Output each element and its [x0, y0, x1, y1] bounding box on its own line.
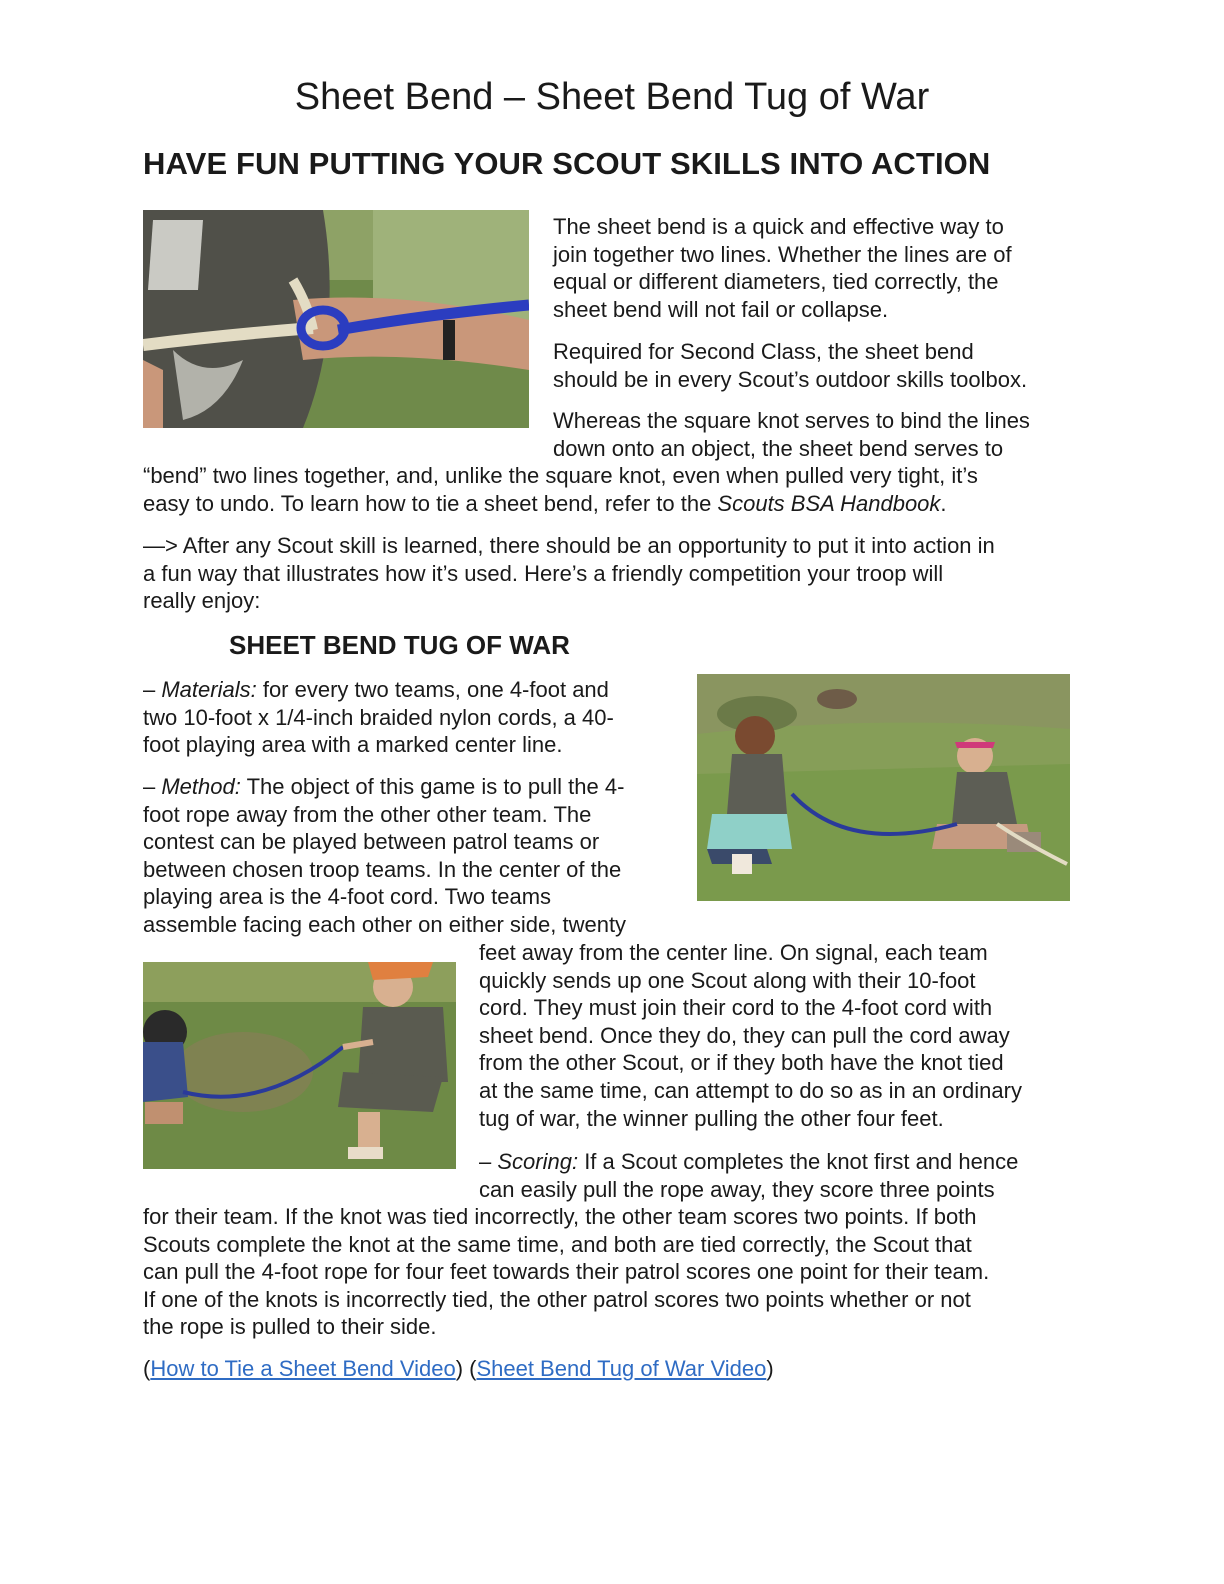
- scoring-paragraph: – Scoring: If a Scout completes the knot first and hence can easily pull the rope away, they score three points: [479, 1149, 1019, 1202]
- scout-pulling-photo: [143, 962, 456, 1169]
- video-links: (How to Tie a Sheet Bend Video) (Sheet Bend Tug of War Video): [143, 1356, 774, 1381]
- page-title: Sheet Bend – Sheet Bend Tug of War: [294, 76, 930, 118]
- scoring-paragraph-continued: for their team. If the knot was tied incorrectly, the other team scores two points. If both Scouts complete the knot at the same time, and both are tied correctly, the Scout that can pull the 4-foot rope for four feet towards their patrol scores one point for their team. If one of the knots is incorrectly tied, the other patrol scores two points whether or not the rope is pulled to their side.: [143, 1204, 990, 1340]
- materials-label: Materials:: [161, 677, 257, 702]
- banner-heading: HAVE FUN PUTTING YOUR SCOUT SKILLS INTO ACTION: [143, 146, 991, 181]
- action-paragraph: —> After any Scout skill is learned, there should be an opportunity to put it into action in a fun way that illustrates how it’s used. Here’s a friendly competition your troop will really enjoy:: [143, 533, 995, 614]
- method-label: Method:: [161, 774, 241, 799]
- intro-paragraph-1: The sheet bend is a quick and effective way to join together two lines. Whether the lines are of equal or different diameters, tied correctly, the sheet bend will not fail or collapse.: [553, 214, 1012, 322]
- scouts-tying-photo: [697, 674, 1070, 901]
- handbook-title: Scouts BSA Handbook: [717, 490, 941, 516]
- materials-paragraph: – Materials: for every two teams, one 4-foot and two 10-foot x 1/4-inch braided nylon cords, a 40- foot playing area with a marked center line.: [143, 677, 614, 758]
- intro-paragraph-3: Whereas the square knot serves to bind the lines down onto an object, the sheet bend serves to: [553, 408, 1030, 461]
- knot-closeup-photo: [143, 210, 529, 428]
- game-heading: SHEET BEND TUG OF WAR: [229, 630, 570, 660]
- tug-of-war-video-link[interactable]: Sheet Bend Tug of War Video: [476, 1356, 767, 1381]
- how-to-tie-video-link[interactable]: How to Tie a Sheet Bend Video: [150, 1356, 456, 1381]
- method-paragraph: – Method: The object of this game is to pull the 4- foot rope away from the other other team. The contest can be played between patrol teams or between chosen troop teams. In the center of the playing area is the 4-foot cord. Two teams assemble facing each other on either side, twenty: [143, 774, 627, 937]
- intro-paragraph-2: Required for Second Class, the sheet bend should be in every Scout’s outdoor skills toolbox.: [553, 339, 1028, 392]
- scoring-label: Scoring:: [497, 1149, 579, 1174]
- intro-paragraph-3-continued: “bend” two lines together, and, unlike the square knot, even when pulled very tight, it’s easy to undo. To learn how to tie a sheet bend, refer to the Scouts BSA Handbook.: [143, 463, 978, 516]
- method-paragraph-continued: feet away from the center line. On signal, each team quickly sends up one Scout along with their 10-foot cord. They must join their cord to the 4-foot cord with sheet bend. Once they do, they can pull the cord away from the other Scout, or if they both have the knot tied at the same time, can attempt to do so as in an ordinary tug of war, the winner pulling the other four feet.: [479, 940, 1022, 1131]
